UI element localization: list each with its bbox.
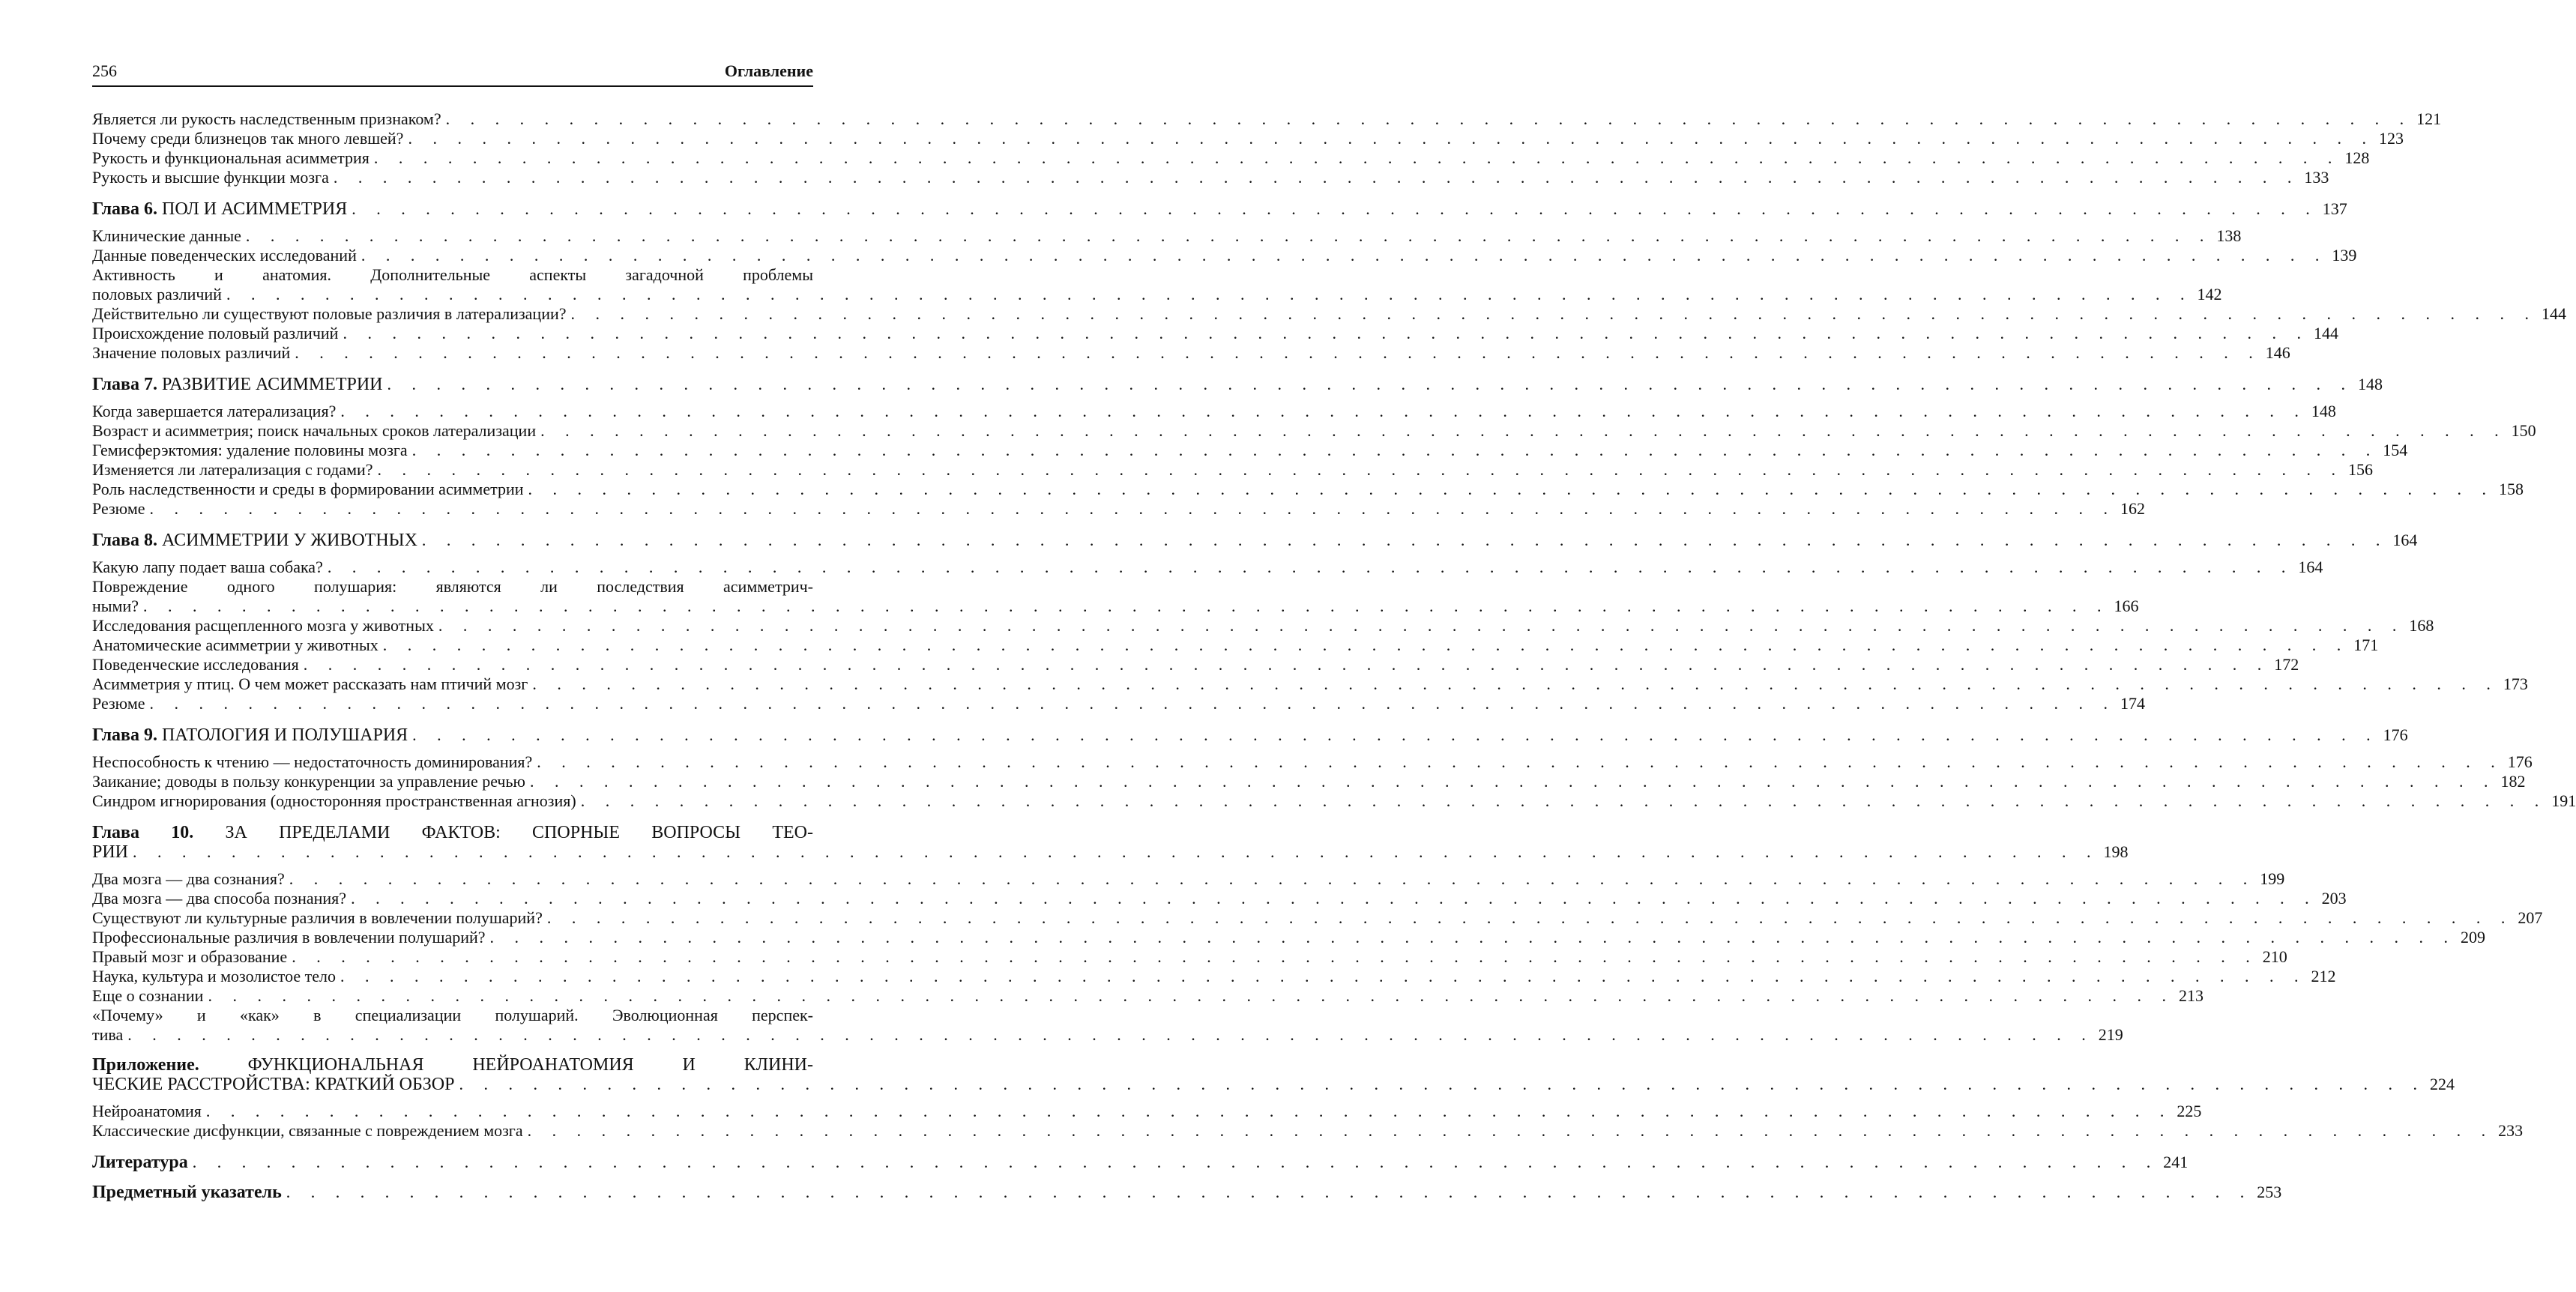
toc-entry-text: Изменяется ли латерализация с годами? bbox=[92, 460, 373, 479]
dot-leader: . . . . . . . . . . . . . . . . . . . . . . . . . . . . . . . . . . . . . . . . . . . . . . . . . . . . . . . . . . . . . . . . . . . . . . . . . . . . . . . . bbox=[532, 674, 2499, 693]
toc-entry-line bbox=[92, 1121, 2524, 1141]
toc-page-number: 171 bbox=[2353, 636, 2379, 654]
toc-entry-text: Асимметрия у птиц. О чем может рассказать нам птичий мозг bbox=[92, 674, 528, 693]
toc-page-number: 253 bbox=[2257, 1183, 2282, 1201]
toc-entry-text: Правый мозг и образование bbox=[92, 947, 288, 966]
toc-entry-title bbox=[92, 752, 532, 772]
toc-page-number: 173 bbox=[2503, 674, 2528, 693]
toc-entry-text: РАЗВИТИЕ АСИММЕТРИИ bbox=[162, 375, 383, 394]
toc-entry-text: Существуют ли культурные различия в вовлечении полушарий? bbox=[92, 908, 543, 927]
toc-entry-text: Два мозга — два сознания? bbox=[92, 869, 285, 888]
toc-entry-multiline bbox=[92, 577, 2139, 616]
toc-chapter-multiline bbox=[92, 823, 2129, 862]
toc-entry-line bbox=[92, 752, 2533, 772]
toc-entry-line bbox=[92, 441, 2408, 460]
toc-entry-line bbox=[92, 842, 2129, 862]
dot-leader: . . . . . . . . . . . . . . . . . . . . . . . . . . . . . . . . . . . . . . . . . . . . . . . . . . . . . . . . . . . . . . . . . . . . . . . . . . . . . . . . bbox=[351, 889, 2317, 908]
chapter-label: Глава 9. bbox=[92, 725, 157, 745]
toc-entry-line bbox=[92, 636, 2379, 655]
toc-entry-line bbox=[92, 499, 2146, 519]
toc-page-number: 207 bbox=[2518, 908, 2543, 927]
toc-entry-title bbox=[92, 460, 373, 480]
toc-entry-text: ПОЛ И АСИММЕТРИЯ bbox=[162, 199, 348, 219]
toc-page-number: 225 bbox=[2177, 1102, 2202, 1120]
toc-back-matter bbox=[92, 1183, 2282, 1202]
toc-entry-text: тива bbox=[92, 1025, 124, 1044]
toc-entry-line bbox=[92, 199, 2347, 219]
toc-entry-text: Анатомические асимметрии у животных bbox=[92, 636, 378, 654]
toc-chapter bbox=[92, 531, 2418, 550]
toc-page-number: 144 bbox=[2313, 324, 2338, 342]
toc-entry-line bbox=[92, 285, 2222, 304]
toc-entry-text: Резюме bbox=[92, 499, 145, 518]
dot-leader: . . . . . . . . . . . . . . . . . . . . . . . . . . . . . . . . . . . . . . . . . . . . . . . . . . . . . . . . . . . . . . . . . . . . . . . . . . . . . . . . bbox=[303, 655, 2270, 674]
toc-entry-title bbox=[92, 148, 369, 168]
toc-entry-title bbox=[92, 199, 347, 219]
toc-entry-first-line: Повреждение одного полушария: являются ли последствия асимметрич- bbox=[92, 577, 813, 596]
toc-entry-text: Какую лапу подает ваша собака? bbox=[92, 558, 323, 576]
toc-entry-title bbox=[92, 597, 139, 616]
dot-leader: . . . . . . . . . . . . . . . . . . . . . . . . . . . . . . . . . . . . . . . . . . . . . . . . . . . . . . . . . . . . . . . . . . . . . . . . . . . . . . . . bbox=[127, 1025, 2094, 1044]
toc-entry-text: Является ли рукость наследственным признаком? bbox=[92, 109, 441, 128]
dot-leader: . . . . . . . . . . . . . . . . . . . . . . . . . . . . . . . . . . . . . . . . . . . . . . . . . . . . . . . . . . . . . . . . . . . . . . . . . . . . . . . . bbox=[382, 636, 2350, 654]
toc-entry-text: Происхождение половый различий bbox=[92, 324, 339, 342]
toc-page-number: 241 bbox=[2163, 1153, 2189, 1171]
dot-leader: . . . . . . . . . . . . . . . . . . . . . . . . . . . . . . . . . . . . . . . . . . . . . . . . . . . . . . . . . . . . . . . . . . . . . . . . . . . . . . . . bbox=[377, 460, 2344, 479]
toc-entry-title bbox=[92, 725, 408, 745]
toc-chapter bbox=[92, 199, 2347, 219]
toc-entry-text: Два мозга — два способа познания? bbox=[92, 889, 347, 908]
toc-entry-text: Исследования расщепленного мозга у животных bbox=[92, 616, 434, 635]
toc-entry-first-line: «Почему» и «как» в специализации полушарий. Эволюционная перспек- bbox=[92, 1006, 813, 1024]
dot-leader: . . . . . . . . . . . . . . . . . . . . . . . . . . . . . . . . . . . . . . . . . . . . . . . . . . . . . . . . . . . . . . . . . . . . . . . . . . . . . . . . bbox=[292, 947, 2258, 966]
chapter-label: Глава 8. bbox=[92, 531, 157, 550]
toc-entry-text: ПАТОЛОГИЯ И ПОЛУШАРИЯ bbox=[162, 725, 408, 745]
dot-leader: . . . . . . . . . . . . . . . . . . . . . . . . . . . . . . . . . . . . . . . . . . . . . . . . . . . . . . . . . . . . . . . . . . . . . . . . . . . . . . . . bbox=[143, 597, 2110, 615]
dot-leader: . . . . . . . . . . . . . . . . . . . . . . . . . . . . . . . . . . . . . . . . . . . . . . . . . . . . . . . . . . . . . . . . . . . . . . . . . . . . . . . . bbox=[327, 558, 2294, 576]
dot-leader: . . . . . . . . . . . . . . . . . . . . . . . . . . . . . . . . . . . . . . . . . . . . . . . . . . . . . . . . . . . . . . . . . . . . . . . . . . . . . . . . bbox=[489, 928, 2457, 947]
toc-entry-title bbox=[92, 791, 576, 811]
toc-entry-title bbox=[92, 1153, 188, 1172]
toc-entry-line bbox=[92, 597, 2139, 616]
toc-entry-title bbox=[92, 674, 528, 694]
toc-entry-title bbox=[92, 226, 241, 246]
toc-entry-line bbox=[92, 304, 2567, 324]
toc-entry-line bbox=[92, 725, 2408, 745]
toc-entry-text: Данные поведенческих исследований bbox=[92, 246, 357, 265]
toc-entry-title bbox=[92, 531, 417, 550]
toc-page-number: 182 bbox=[2500, 772, 2526, 791]
toc-entry-title bbox=[92, 324, 338, 343]
dot-leader: . . . . . . . . . . . . . . . . . . . . . . . . . . . . . . . . . . . . . . . . . . . . . . . . . . . . . . . . . . . . . . . . . . . . . . . . . . . . . . . . bbox=[286, 1183, 2253, 1201]
toc-chapter-first-line bbox=[92, 823, 813, 842]
toc-chapter-multiline bbox=[92, 1055, 2455, 1094]
toc-entry-text: Когда завершается латерализация? bbox=[92, 402, 337, 420]
toc-page-number: 203 bbox=[2321, 889, 2347, 908]
toc-entry-line bbox=[92, 343, 2290, 363]
dot-leader: . . . . . . . . . . . . . . . . . . . . . . . . . . . . . . . . . . . . . . . . . . . . . . . . . . . . . . . . . . . . . . . . . . . . . . . . . . . . . . . . bbox=[540, 421, 2507, 440]
toc-entry-line bbox=[92, 129, 2404, 148]
toc-page-number: 210 bbox=[2262, 947, 2287, 966]
toc-entry-text: Рукость и функциональная асимметрия bbox=[92, 148, 369, 167]
toc-entry-multiline bbox=[92, 265, 2222, 304]
toc-page-number: 166 bbox=[2114, 597, 2139, 615]
toc-entry-title bbox=[92, 616, 434, 636]
toc-entry-title bbox=[92, 109, 441, 129]
toc-entry-line bbox=[92, 531, 2418, 550]
dot-leader: . . . . . . . . . . . . . . . . . . . . . . . . . . . . . . . . . . . . . . . . . . . . . . . . . . . . . . . . . . . . . . . . . . . . . . . . . . . . . . . . bbox=[412, 725, 2379, 744]
dot-leader: . . . . . . . . . . . . . . . . . . . . . . . . . . . . . . . . . . . . . . . . . . . . . . . . . . . . . . . . . . . . . . . . . . . . . . . . . . . . . . . . bbox=[529, 772, 2497, 791]
chapter-label: Глава 6. bbox=[92, 199, 157, 219]
toc-page-number: 139 bbox=[2332, 246, 2357, 265]
toc-entry-line bbox=[92, 772, 2526, 791]
toc-entry-text: Профессиональные различия в вовлечении полушарий? bbox=[92, 928, 486, 947]
toc-entry-title bbox=[92, 889, 346, 908]
toc-entry-title bbox=[92, 1025, 123, 1045]
toc-entry-line bbox=[92, 986, 2204, 1006]
toc-page-number: 219 bbox=[2098, 1025, 2123, 1044]
toc-entry-title bbox=[92, 402, 336, 421]
toc-entry-title bbox=[92, 842, 128, 862]
toc-page-number: 138 bbox=[2216, 226, 2242, 245]
toc-entry-title bbox=[92, 694, 145, 713]
toc-entry-text: Возраст и асимметрия; поиск начальных сроков латерализации bbox=[92, 421, 537, 440]
toc-entry-title bbox=[92, 421, 536, 441]
toc-page-number: 148 bbox=[2358, 375, 2383, 393]
toc-entry-text: Литература bbox=[92, 1153, 188, 1172]
dot-leader: . . . . . . . . . . . . . . . . . . . . . . . . . . . . . . . . . . . . . . . . . . . . . . . . . . . . . . . . . . . . . . . . . . . . . . . . . . . . . . . . bbox=[438, 616, 2405, 635]
dot-leader: . . . . . . . . . . . . . . . . . . . . . . . . . . . . . . . . . . . . . . . . . . . . . . . . . . . . . . . . . . . . . . . . . . . . . . . . . . . . . . . . bbox=[149, 499, 2117, 518]
toc-entry-text: Поведенческие исследования bbox=[92, 655, 299, 674]
toc-entry-title bbox=[92, 499, 145, 519]
toc-page-number: 158 bbox=[2499, 480, 2524, 498]
page-number: 256 bbox=[92, 61, 117, 80]
dot-leader: . . . . . . . . . . . . . . . . . . . . . . . . . . . . . . . . . . . . . . . . . . . . . . . . . . . . . . . . . . . . . . . . . . . . . . . . . . . . . . . . bbox=[373, 148, 2341, 167]
toc-page-number: 146 bbox=[2265, 343, 2290, 362]
toc-page-number: 128 bbox=[2344, 148, 2370, 167]
toc-page-number: 133 bbox=[2304, 168, 2329, 187]
dot-leader: . . . . . . . . . . . . . . . . . . . . . . . . . . . . . . . . . . . . . . . . . . . . . . . . . . . . . . . . . . . . . . . . . . . . . . . . . . . . . . . . bbox=[408, 129, 2374, 148]
toc-entry-line bbox=[92, 460, 2374, 480]
toc-entry-text: Гемисферэктомия: удаление половины мозга bbox=[92, 441, 408, 459]
dot-leader: . . . . . . . . . . . . . . . . . . . . . . . . . . . . . . . . . . . . . . . . . . . . . . . . . . . . . . . . . . . . . . . . . . . . . . . . . . . . . . . . bbox=[527, 1121, 2494, 1140]
dot-leader: . . . . . . . . . . . . . . . . . . . . . . . . . . . . . . . . . . . . . . . . . . . . . . . . . . . . . . . . . . . . . . . . . . . . . . . . . . . . . . . . bbox=[133, 842, 2099, 861]
toc-page-number: 233 bbox=[2498, 1121, 2524, 1140]
dot-leader: . . . . . . . . . . . . . . . . . . . . . . . . . . . . . . . . . . . . . . . . . . . . . . . . . . . . . . . . . . . . . . . . . . . . . . . . . . . . . . . . bbox=[459, 1075, 2425, 1093]
page-header bbox=[92, 60, 813, 87]
toc-entry-text: Резюме bbox=[92, 694, 145, 713]
toc-entry-title bbox=[92, 558, 323, 577]
toc-entry-line bbox=[92, 908, 2543, 928]
toc-page-number: 162 bbox=[2120, 499, 2146, 518]
toc-entry-line bbox=[92, 324, 2338, 343]
toc-entry-title bbox=[92, 285, 222, 304]
dot-leader: . . . . . . . . . . . . . . . . . . . . . . . . . . . . . . . . . . . . . . . . . . . . . . . . . . . . . . . . . . . . . . . . . . . . . . . . . . . . . . . . bbox=[245, 226, 2212, 245]
toc-entry-title bbox=[92, 480, 524, 499]
toc-entry-title bbox=[92, 1075, 454, 1094]
toc-entry-title bbox=[92, 928, 486, 947]
chapter-label: Глава 10. bbox=[92, 823, 194, 842]
toc-page-number: 174 bbox=[2120, 694, 2146, 713]
toc-page-number: 164 bbox=[2392, 531, 2418, 549]
dot-leader: . . . . . . . . . . . . . . . . . . . . . . . . . . . . . . . . . . . . . . . . . . . . . . . . . . . . . . . . . . . . . . . . . . . . . . . . . . . . . . . . bbox=[445, 109, 2413, 128]
toc-page-number: 168 bbox=[2409, 616, 2434, 635]
toc-entry-text: ЧЕСКИЕ РАССТРОЙСТВА: КРАТКИЙ ОБЗОР bbox=[92, 1075, 455, 1094]
dot-leader: . . . . . . . . . . . . . . . . . . . . . . . . . . . . . . . . . . . . . . . . . . . . . . . . . . . . . . . . . . . . . . . . . . . . . . . . . . . . . . . . bbox=[295, 343, 2261, 362]
dot-leader: . . . . . . . . . . . . . . . . . . . . . . . . . . . . . . . . . . . . . . . . . . . . . . . . . . . . . . . . . . . . . . . . . . . . . . . . . . . . . . . . bbox=[387, 375, 2354, 393]
toc-entry-text: Еще о сознании bbox=[92, 986, 204, 1005]
dot-leader: . . . . . . . . . . . . . . . . . . . . . . . . . . . . . . . . . . . . . . . . . . . . . . . . . . . . . . . . . . . . . . . . . . . . . . . . . . . . . . . . bbox=[570, 304, 2538, 323]
toc-entry-text: АСИММЕТРИИ У ЖИВОТНЫХ bbox=[162, 531, 417, 550]
toc-entry-title bbox=[92, 168, 329, 187]
toc-entry-line bbox=[92, 655, 2299, 674]
toc-entry-line bbox=[92, 109, 2442, 129]
toc-entry-title bbox=[92, 869, 285, 889]
toc-page-number: 224 bbox=[2429, 1075, 2455, 1093]
toc-entry-text: РИИ bbox=[92, 842, 129, 862]
toc-page-number: 164 bbox=[2298, 558, 2323, 576]
toc-page-number: 142 bbox=[2197, 285, 2222, 304]
toc-entry-text: Значение половых различий bbox=[92, 343, 291, 362]
toc-entry-line bbox=[92, 869, 2285, 889]
toc-entry-title bbox=[92, 967, 336, 986]
toc-entry-text: Почему среди близнецов так много левшей? bbox=[92, 129, 404, 148]
toc-entry-line bbox=[92, 1183, 2282, 1202]
toc-entry-multiline bbox=[92, 1006, 2123, 1045]
toc-page-number: 212 bbox=[2311, 967, 2336, 985]
toc-entry-title bbox=[92, 908, 543, 928]
chapter-label: Приложение. bbox=[92, 1055, 199, 1075]
dot-leader: . . . . . . . . . . . . . . . . . . . . . . . . . . . . . . . . . . . . . . . . . . . . . . . . . . . . . . . . . . . . . . . . . . . . . . . . . . . . . . . . bbox=[340, 967, 2307, 985]
toc-entry-line bbox=[92, 616, 2434, 636]
running-title: Оглавление bbox=[724, 61, 813, 80]
toc-page-number: 156 bbox=[2348, 460, 2374, 479]
toc-page-number: 150 bbox=[2511, 421, 2536, 440]
toc-entry-text: Предметный указатель bbox=[92, 1183, 282, 1202]
toc-entry-title bbox=[92, 1121, 523, 1141]
toc-page-number: 144 bbox=[2542, 304, 2567, 323]
toc-entry-line bbox=[92, 889, 2347, 908]
toc-entry-title bbox=[92, 246, 357, 265]
toc-entry-line bbox=[92, 558, 2323, 577]
chapter-label: Глава 7. bbox=[92, 375, 157, 394]
toc-entry-line bbox=[92, 791, 2576, 811]
toc-entry-title bbox=[92, 304, 567, 324]
toc-page-number: 213 bbox=[2178, 986, 2204, 1005]
toc-entry-title bbox=[92, 1183, 282, 1202]
dot-leader: . . . . . . . . . . . . . . . . . . . . . . . . . . . . . . . . . . . . . . . . . . . . . . . . . . . . . . . . . . . . . . . . . . . . . . . . . . . . . . . . bbox=[343, 324, 2309, 342]
toc-entry-text: Классические дисфункции, связанные с повреждением мозга bbox=[92, 1121, 523, 1140]
toc-entry-line bbox=[92, 402, 2336, 421]
dot-leader: . . . . . . . . . . . . . . . . . . . . . . . . . . . . . . . . . . . . . . . . . . . . . . . . . . . . . . . . . . . . . . . . . . . . . . . . . . . . . . . . bbox=[421, 531, 2389, 549]
dot-leader: . . . . . . . . . . . . . . . . . . . . . . . . . . . . . . . . . . . . . . . . . . . . . . . . . . . . . . . . . . . . . . . . . . . . . . . . . . . . . . . . bbox=[192, 1153, 2159, 1171]
toc-entry-title bbox=[92, 343, 290, 363]
toc-page-number: 209 bbox=[2461, 928, 2486, 947]
dot-leader: . . . . . . . . . . . . . . . . . . . . . . . . . . . . . . . . . . . . . . . . . . . . . . . . . . . . . . . . . . . . . . . . . . . . . . . . . . . . . . . . bbox=[352, 199, 2318, 218]
toc-page-number: 148 bbox=[2311, 402, 2336, 420]
dot-leader: . . . . . . . . . . . . . . . . . . . . . . . . . . . . . . . . . . . . . . . . . . . . . . . . . . . . . . . . . . . . . . . . . . . . . . . . . . . . . . . . bbox=[546, 908, 2514, 927]
toc-page-number: 176 bbox=[2507, 752, 2533, 771]
toc-page-number: 172 bbox=[2274, 655, 2299, 674]
toc-entry-line bbox=[92, 421, 2536, 441]
toc-entry-line bbox=[92, 947, 2287, 967]
dot-leader: . . . . . . . . . . . . . . . . . . . . . . . . . . . . . . . . . . . . . . . . . . . . . . . . . . . . . . . . . . . . . . . . . . . . . . . . . . . . . . . . bbox=[208, 986, 2174, 1005]
dot-leader: . . . . . . . . . . . . . . . . . . . . . . . . . . . . . . . . . . . . . . . . . . . . . . . . . . . . . . . . . . . . . . . . . . . . . . . . . . . . . . . . bbox=[226, 285, 2193, 304]
toc-entry-line bbox=[92, 226, 2242, 246]
toc-page-number: 123 bbox=[2378, 129, 2404, 148]
toc-entry-line bbox=[92, 246, 2357, 265]
toc-entry-title bbox=[92, 772, 525, 791]
toc-entry-line bbox=[92, 1102, 2202, 1121]
toc-page-number: 176 bbox=[2383, 725, 2408, 744]
toc-entry-title bbox=[92, 655, 299, 674]
dot-leader: . . . . . . . . . . . . . . . . . . . . . . . . . . . . . . . . . . . . . . . . . . . . . . . . . . . . . . . . . . . . . . . . . . . . . . . . . . . . . . . . bbox=[361, 246, 2328, 265]
toc-entry-line bbox=[92, 168, 2329, 187]
toc-entry-title bbox=[92, 1102, 202, 1121]
toc-page-number: 198 bbox=[2103, 842, 2129, 861]
toc-entry-line bbox=[92, 1025, 2123, 1045]
toc-entry-first-line: Активность и анатомия. Дополнительные аспекты загадочной проблемы bbox=[92, 265, 813, 284]
toc-chapter bbox=[92, 375, 2383, 394]
toc-entry-title bbox=[92, 986, 203, 1006]
dot-leader: . . . . . . . . . . . . . . . . . . . . . . . . . . . . . . . . . . . . . . . . . . . . . . . . . . . . . . . . . . . . . . . . . . . . . . . . . . . . . . . . bbox=[580, 791, 2548, 810]
toc-entry-line bbox=[92, 967, 2336, 986]
toc-page-number: 154 bbox=[2383, 441, 2408, 459]
toc-entry-title bbox=[92, 441, 408, 460]
toc-entry-line bbox=[92, 694, 2146, 713]
toc-entry-line bbox=[92, 928, 2486, 947]
dot-leader: . . . . . . . . . . . . . . . . . . . . . . . . . . . . . . . . . . . . . . . . . . . . . . . . . . . . . . . . . . . . . . . . . . . . . . . . . . . . . . . . bbox=[340, 402, 2307, 420]
toc-entry-line bbox=[92, 1075, 2455, 1094]
toc-entry-text: ными? bbox=[92, 597, 139, 615]
toc-page-number: 191 bbox=[2551, 791, 2576, 810]
chapter-title-line1: ЗА ПРЕДЕЛАМИ ФАКТОВ: СПОРНЫЕ ВОПРОСЫ ТЕО- bbox=[225, 823, 813, 842]
toc-entry-title bbox=[92, 947, 287, 967]
toc-page-number: 137 bbox=[2322, 199, 2347, 218]
toc-entry-line bbox=[92, 375, 2383, 394]
toc-chapter bbox=[92, 725, 2408, 745]
chapter-title-line1: ФУНКЦИОНАЛЬНАЯ НЕЙРОАНАТОМИЯ И КЛИНИ- bbox=[247, 1055, 813, 1075]
toc-entry-text: Заикание; доводы в пользу конкуренции за управление речью bbox=[92, 772, 525, 791]
toc-entry-text: Клинические данные bbox=[92, 226, 241, 245]
toc-entry-title bbox=[92, 636, 378, 655]
toc-back-matter bbox=[92, 1153, 2189, 1172]
dot-leader: . . . . . . . . . . . . . . . . . . . . . . . . . . . . . . . . . . . . . . . . . . . . . . . . . . . . . . . . . . . . . . . . . . . . . . . . . . . . . . . . bbox=[149, 694, 2117, 713]
dot-leader: . . . . . . . . . . . . . . . . . . . . . . . . . . . . . . . . . . . . . . . . . . . . . . . . . . . . . . . . . . . . . . . . . . . . . . . . . . . . . . . . bbox=[289, 869, 2256, 888]
toc-entry-line bbox=[92, 674, 2528, 694]
toc-entry-text: Рукость и высшие функции мозга bbox=[92, 168, 329, 187]
toc-entry-text: Действительно ли существуют половые различия в латерализации? bbox=[92, 304, 567, 323]
toc-entry-text: Роль наследственности и среды в формировании асимметрии bbox=[92, 480, 524, 498]
toc-entry-text: Наука, культура и мозолистое тело bbox=[92, 967, 337, 985]
dot-leader: . . . . . . . . . . . . . . . . . . . . . . . . . . . . . . . . . . . . . . . . . . . . . . . . . . . . . . . . . . . . . . . . . . . . . . . . . . . . . . . . bbox=[528, 480, 2495, 498]
toc-page-number: 199 bbox=[2260, 869, 2285, 888]
toc-entry-line bbox=[92, 1153, 2189, 1172]
toc-chapter-first-line bbox=[92, 1055, 813, 1075]
toc-entry-text: Синдром игнорирования (односторонняя пространственная агнозия) bbox=[92, 791, 576, 810]
toc-page-number: 121 bbox=[2416, 109, 2442, 128]
toc-entry-text: Неспособность к чтению — недостаточность доминирования? bbox=[92, 752, 533, 771]
toc-entry-title bbox=[92, 375, 383, 394]
toc-entry-line bbox=[92, 480, 2524, 499]
dot-leader: . . . . . . . . . . . . . . . . . . . . . . . . . . . . . . . . . . . . . . . . . . . . . . . . . . . . . . . . . . . . . . . . . . . . . . . . . . . . . . . . bbox=[537, 752, 2503, 771]
toc-entry-text: Нейроанатомия bbox=[92, 1102, 202, 1120]
table-of-contents bbox=[92, 109, 2576, 1210]
dot-leader: . . . . . . . . . . . . . . . . . . . . . . . . . . . . . . . . . . . . . . . . . . . . . . . . . . . . . . . . . . . . . . . . . . . . . . . . . . . . . . . . bbox=[205, 1102, 2173, 1120]
dot-leader: . . . . . . . . . . . . . . . . . . . . . . . . . . . . . . . . . . . . . . . . . . . . . . . . . . . . . . . . . . . . . . . . . . . . . . . . . . . . . . . . bbox=[411, 441, 2379, 459]
toc-entry-text: половых различий bbox=[92, 285, 222, 304]
toc-entry-title bbox=[92, 129, 403, 148]
toc-entry-line bbox=[92, 148, 2370, 168]
dot-leader: . . . . . . . . . . . . . . . . . . . . . . . . . . . . . . . . . . . . . . . . . . . . . . . . . . . . . . . . . . . . . . . . . . . . . . . . . . . . . . . . bbox=[333, 168, 2300, 187]
